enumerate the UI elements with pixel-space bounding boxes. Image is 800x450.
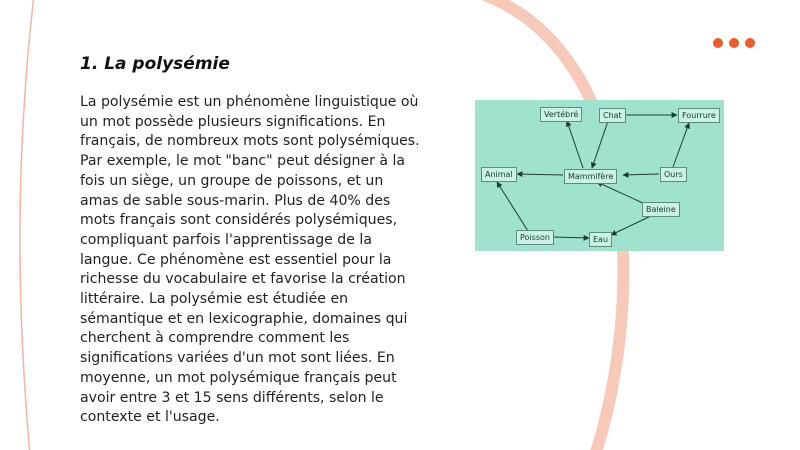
menu-dots bbox=[713, 38, 755, 48]
body-paragraph: La polysémie est un phénomène linguistique où un mot possède plusieurs significations. En français, de nombreux mots sont polysémiques. Par exemple, le mot "banc" peut désigner à la fois un siège, un groupe de poissons, et un amas de sable sous-marin. Plus de 40% des mots français sont considérés polysémiques, compliquant parfois l'apprentissage de la langue. Ce phénomène est essentiel pour la richesse du vocabulaire et favorise la création littéraire. La polysémie est étudiée en sémantique et en lexicographie, domaines qui cherchent à comprendre comment les significations variées d'un mot sont liées. En moyenne, un mot polysémique français peut avoir entre 3 et 15 sens différents, selon le contexte et l'usage. bbox=[80, 94, 420, 426]
node-animal: Animal bbox=[481, 167, 517, 182]
node-fourrure: Fourrure bbox=[678, 108, 720, 123]
node-baleine: Baleine bbox=[642, 202, 680, 217]
dot bbox=[729, 38, 739, 48]
edge-ours-mammifere bbox=[623, 174, 659, 175]
edge-baleine-eau bbox=[611, 215, 653, 235]
node-chat: Chat bbox=[599, 108, 626, 123]
left-edge-arc bbox=[20, 0, 34, 450]
node-mammifere: Mammifère bbox=[564, 169, 617, 184]
edge-chat-mammifere bbox=[592, 121, 608, 168]
node-ours: Ours bbox=[660, 167, 687, 182]
node-vertebre: Vertébré bbox=[540, 107, 582, 122]
edge-mammifere-animal bbox=[517, 174, 563, 175]
edge-ours-fourrure bbox=[673, 123, 689, 167]
dot bbox=[745, 38, 755, 48]
edge-baleine-mammifere bbox=[597, 182, 645, 204]
section-heading: 1. La polysémie bbox=[80, 54, 230, 74]
concept-map-diagram bbox=[475, 100, 724, 251]
node-poisson: Poisson bbox=[516, 230, 554, 245]
dot bbox=[713, 38, 723, 48]
edge-poisson-eau bbox=[553, 237, 589, 238]
node-eau: Eau bbox=[589, 232, 612, 247]
edge-mammifere-vertebre bbox=[567, 121, 583, 168]
edge-poisson-animal bbox=[497, 182, 528, 231]
